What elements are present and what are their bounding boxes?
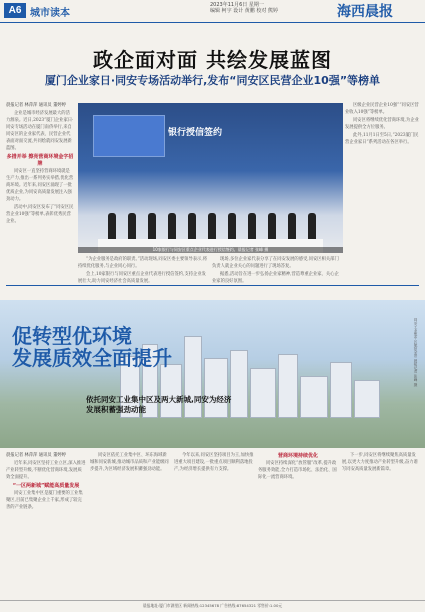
page-number: A6 <box>4 3 26 18</box>
story1-column-1: 晨报记者 林萍萍 通讯员 董婷婷 企业是城市经济发展最大的活力源泉。近日,2023“厦门企业家日·同安专场活动在厦门南侨举行,来自同安区的企业家代表、民营企业代表面对面交流,共同绘就同安发展新蓝图。 多措并举 擦亮营商环境金字招牌 同安区一直坚持营商环境就是生产力,推出一系列务实举措,优化营商环境。近年来,同安区涌现了一批优质企业,为同安高质量发展注入强劲动力。 活动中,同安区发布了“同安区民营企业10强”等榜单,表彰优秀民营企业。 <box>6 103 74 224</box>
headline-2: 促转型优环境 发展质效全面提升 <box>12 324 172 370</box>
building <box>354 380 380 418</box>
story1-column-3: 现场,多位企业家代表分享了在同安发展的感受,同安区相关部门负责人就企业关心的问题进行了现场答复。 据悉,活动旨在进一步弘扬企业家精神,营造尊重企业家、关心企业家的良好氛围。 <box>212 257 339 284</box>
story2-column-5: 下一步,同安区将继续聚焦高质量发展,以更大力度推动产业转型升级,奋力谱写同安高质量发展新篇章。 <box>342 453 418 472</box>
section-subhead: 多措并举 擦亮营商环境金字招牌 <box>6 154 74 167</box>
building <box>278 354 298 418</box>
date-line: 2023年11月6日 星期一 编辑 柯宇 设计 黄鹏 校对 熊婷 <box>210 2 278 14</box>
building <box>250 368 276 418</box>
newspaper-logo: 海西晨报 <box>337 4 393 20</box>
story2-column-4: 营商环境持续优化 同安区持续深化“放管服”改革,提升政务服务效能,全力打造市场化、法治化、国际化一流营商环境。 <box>258 453 337 480</box>
subheadline-1: 厦门企业家日·同安专场活动举行,发布“同安区民营企业10强”等榜单 <box>44 74 381 87</box>
stage-screen <box>93 115 165 157</box>
person <box>208 213 216 241</box>
section-subhead: “一区两新城”赋能高质量发展 <box>12 483 80 489</box>
signing-ceremony-photo <box>78 103 343 253</box>
person <box>128 213 136 241</box>
section-subhead: 营商环境持续优化 <box>277 453 318 459</box>
deck-2: 依托同安工业集中区及两大新城,同安为经济发展积蓄强劲动能 <box>86 395 232 414</box>
page-header <box>0 0 425 23</box>
page-footer: 晨报地址:厦门市湖里区 新闻热线:12345678 广告热线:87654321 零售价:1.00元 <box>0 600 425 612</box>
story2-column-2: 同安区依托工业集中区、环东海域新城和同安新城,推动城市品质和产业能级同步提升,为区域经济发展积蓄强劲动能。 <box>90 453 169 472</box>
section-name: 城市读本 <box>30 8 70 19</box>
side-photo-caption: 同安工业集中区航拍全景 晨报记者 张峰 摄 <box>414 318 418 387</box>
photo-banner: 银行授信签约 <box>168 128 223 138</box>
person <box>288 213 296 241</box>
person <box>228 213 236 241</box>
story1-column-2: “为企业服务是政府的职责。”活动现场,同安区委主要领导表示,将持续优化服务,与企业同心同行。 会上,10家银行与同安区重点企业代表进行授信签约,支持企业发展壮大,助力同安经济社会高质量发展。 <box>78 257 207 284</box>
photo-caption: 10家银行与同安区重点企业代表进行授信签约。晨报记者 张峰 摄 <box>78 247 343 253</box>
story1-column-4: 区级企业民营企业10强”“同安区营业收入10强”等榜单。 同安区将继续优化营商环境,为企业发展提供全方位服务。 此外,11月1日至5日,“2023厦门民营企业家日”系列活动在各区举行。 <box>345 103 419 145</box>
story2-column-1: 晨报记者 林萍萍 通讯员 董婷婷 近年来,同安区坚持工业立区,深入推进产业转型升级,不断优化营商环境,发展质效全面提升。 “一区两新城”赋能高质量发展 同安工业集中区是厦门重要的工业集聚区,目前已集聚企业上千家,形成了较完善的产业链条。 <box>6 453 86 510</box>
person <box>108 213 116 241</box>
person <box>168 213 176 241</box>
story2-column-3: 今年以来,同安区坚持项目为王,加快推进重大项目建设,一批重点项目顺利落地投产,为经济增长提供有力支撑。 <box>174 453 254 472</box>
headline-1: 政企面对面 共绘发展蓝图 <box>93 48 332 72</box>
building <box>300 376 328 418</box>
person <box>248 213 256 241</box>
section-divider <box>6 285 419 286</box>
person <box>188 213 196 241</box>
person <box>268 213 276 241</box>
building <box>330 362 352 418</box>
person <box>148 213 156 241</box>
person <box>308 213 316 241</box>
aerial-city-photo <box>0 300 425 448</box>
